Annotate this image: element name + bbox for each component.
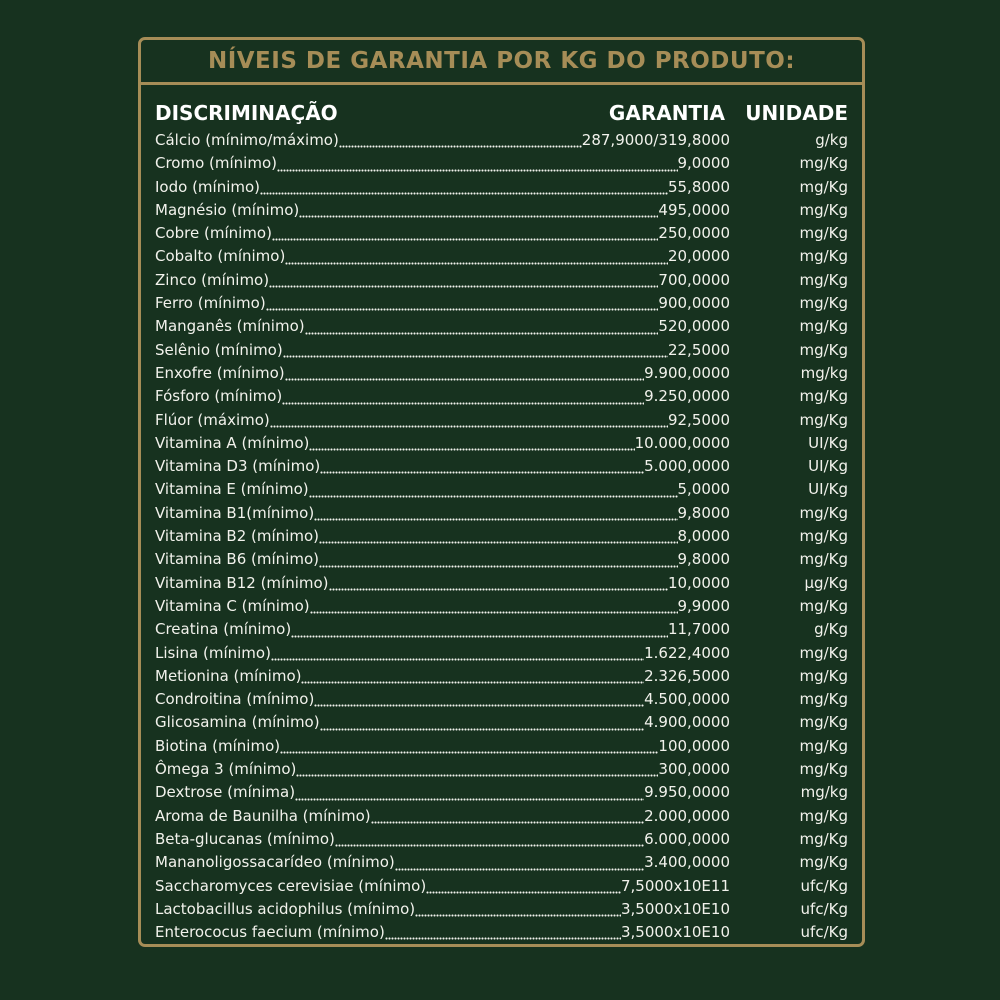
- table-row: [155, 362, 848, 385]
- row-leader-line: [155, 385, 730, 408]
- nutrient-name: Cromo (mínimo): [155, 154, 277, 173]
- guarantee-value: 2.000,0000: [644, 806, 730, 825]
- dot-leader: [320, 457, 644, 474]
- dot-leader: [285, 248, 668, 265]
- nutrient-name: Manganês (mínimo): [155, 317, 305, 336]
- dot-leader: [319, 551, 678, 568]
- row-leader-line: [155, 339, 730, 362]
- column-header-guarantee: GARANTIA: [608, 101, 725, 125]
- row-leader-line: [155, 665, 730, 688]
- guarantee-value: 10.000,0000: [634, 433, 730, 452]
- row-leader-line: [155, 222, 730, 245]
- guarantee-value: 9,9000: [677, 596, 730, 615]
- unit-value: mg/Kg: [799, 387, 848, 406]
- table-row: [155, 618, 848, 641]
- nutrient-name: Beta-glucanas (mínimo): [155, 829, 335, 848]
- guarantee-value: 8,0000: [677, 527, 730, 546]
- table-row: [155, 269, 848, 292]
- unit-value: mg/Kg: [799, 527, 848, 546]
- row-leader-line: [155, 362, 730, 385]
- row-leader-line: [155, 292, 730, 315]
- dot-leader: [272, 224, 658, 241]
- row-leader-line: [155, 828, 730, 851]
- row-leader-line: [155, 805, 730, 828]
- dot-leader: [266, 294, 659, 311]
- guarantee-value: 22,5000: [667, 340, 730, 359]
- row-leader-line: [155, 595, 730, 618]
- guarantee-value: 5,0000: [677, 480, 730, 499]
- guarantee-value: 9,8000: [677, 550, 730, 569]
- unit-value: g/kg: [815, 131, 848, 149]
- table-row: [155, 851, 848, 874]
- row-leader-line: [155, 245, 730, 268]
- unit-value: mg/Kg: [799, 550, 848, 569]
- guarantee-value: 20,0000: [667, 247, 730, 266]
- row-leader-line: [155, 875, 730, 898]
- nutrient-name: Iodo (mínimo): [155, 177, 261, 196]
- unit-value: mg/Kg: [799, 829, 848, 848]
- table-row: [155, 805, 848, 828]
- unit-value: mg/Kg: [799, 224, 848, 243]
- row-leader-line: [155, 199, 730, 222]
- dot-leader: [385, 923, 621, 940]
- guarantee-value: 3.400,0000: [644, 853, 730, 872]
- unit-value: g/Kg: [814, 620, 848, 639]
- table-row: [155, 245, 848, 268]
- guarantee-value: 5.000,0000: [644, 457, 730, 476]
- guarantee-value: 9.950,0000: [644, 783, 730, 802]
- table-row: [155, 572, 848, 595]
- guarantee-value: 287,9000/319,8000: [581, 131, 730, 149]
- guarantee-levels-panel: [138, 37, 865, 947]
- nutrient-name: Enxofre (mínimo): [155, 363, 285, 382]
- nutrient-name: Vitamina A (mínimo): [155, 433, 310, 452]
- nutrient-name: Biotina (mínimo): [155, 736, 281, 755]
- unit-value: mg/Kg: [799, 410, 848, 429]
- guarantee-value: 9.250,0000: [644, 387, 730, 406]
- table-row: [155, 292, 848, 315]
- guarantee-value: 2.326,5000: [644, 666, 730, 685]
- nutrient-name: Creatina (mínimo): [155, 620, 292, 639]
- nutrient-name: Ômega 3 (mínimo): [155, 760, 297, 779]
- nutrient-name: Lactobacillus acidophilus (mínimo): [155, 899, 416, 918]
- unit-value: µg/Kg: [804, 573, 848, 592]
- table-row: [155, 129, 848, 152]
- unit-value: mg/Kg: [799, 713, 848, 732]
- table-row: [155, 898, 848, 921]
- guarantee-value: 92,5000: [667, 410, 730, 429]
- unit-value: UI/Kg: [808, 433, 848, 452]
- nutrient-name: Mananoligossacarídeo (mínimo): [155, 853, 395, 872]
- table-row: [155, 525, 848, 548]
- table-row: [155, 339, 848, 362]
- unit-value: mg/Kg: [799, 177, 848, 196]
- dot-leader: [269, 271, 658, 288]
- row-leader-line: [155, 315, 730, 338]
- dot-leader: [301, 667, 644, 684]
- nutrient-name: Magnésio (mínimo): [155, 200, 300, 219]
- table-row: [155, 735, 848, 758]
- unit-value: mg/Kg: [799, 340, 848, 359]
- guarantee-value: 300,0000: [658, 760, 730, 779]
- table-header: [155, 101, 848, 125]
- row-leader-line: [155, 642, 730, 665]
- guarantee-value: 495,0000: [658, 200, 730, 219]
- dot-leader: [299, 201, 658, 218]
- table-row: [155, 176, 848, 199]
- row-leader-line: [155, 409, 730, 432]
- guarantee-value: 9,0000: [677, 154, 730, 173]
- unit-value: mg/Kg: [799, 294, 848, 313]
- column-header-description: DISCRIMINAÇÃO: [155, 101, 338, 125]
- dot-leader: [283, 341, 668, 358]
- row-leader-line: [155, 711, 730, 734]
- unit-value: mg/Kg: [799, 806, 848, 825]
- guarantee-value: 9,8000: [677, 503, 730, 522]
- nutrient-name: Metionina (mínimo): [155, 666, 302, 685]
- table-row: [155, 781, 848, 804]
- table-row: [155, 222, 848, 245]
- table-row: [155, 711, 848, 734]
- unit-value: mg/Kg: [799, 760, 848, 779]
- dot-leader: [395, 854, 644, 871]
- guarantee-value: 3,5000x10E10: [620, 923, 730, 942]
- dot-leader: [314, 504, 677, 521]
- table-row: [155, 199, 848, 222]
- row-leader-line: [155, 502, 730, 525]
- row-leader-line: [155, 455, 730, 478]
- row-leader-line: [155, 735, 730, 758]
- table-row: [155, 432, 848, 455]
- unit-value: mg/Kg: [799, 503, 848, 522]
- table-row: [155, 642, 848, 665]
- guarantee-value: 11,7000: [667, 620, 730, 639]
- guarantee-value: 6.000,0000: [644, 829, 730, 848]
- nutrient-name: Cobre (mínimo): [155, 224, 272, 243]
- unit-value: UI/Kg: [808, 457, 848, 476]
- table-row: [155, 595, 848, 618]
- nutrient-name: Aroma de Baunilha (mínimo): [155, 806, 371, 825]
- table-row: [155, 315, 848, 338]
- row-leader-line: [155, 851, 730, 874]
- unit-value: mg/Kg: [799, 690, 848, 709]
- panel-title: NÍVEIS DE GARANTIA POR KG DO PRODUTO:: [207, 48, 796, 74]
- nutrient-name: Condroitina (mínimo): [155, 690, 315, 709]
- unit-value: mg/Kg: [799, 643, 848, 662]
- dot-leader: [335, 830, 644, 847]
- dot-leader: [296, 760, 658, 777]
- table-row: [155, 502, 848, 525]
- nutrient-name: Selênio (mínimo): [155, 340, 283, 359]
- dot-leader: [305, 318, 659, 335]
- row-leader-line: [155, 432, 730, 455]
- row-leader-line: [155, 618, 730, 641]
- guarantee-value: 100,0000: [658, 736, 730, 755]
- nutrient-name: Vitamina B2 (mínimo): [155, 527, 319, 546]
- guarantee-value: 9.900,0000: [644, 363, 730, 382]
- guarantee-value: 7,5000x10E11: [620, 876, 730, 895]
- guarantee-value: 55,8000: [667, 177, 730, 196]
- nutrient-name: Lisina (mínimo): [155, 643, 271, 662]
- row-leader-line: [155, 572, 730, 595]
- table-row: [155, 385, 848, 408]
- guarantee-value: 10,0000: [667, 573, 730, 592]
- nutrient-name: Vitamina C (mínimo): [155, 596, 310, 615]
- unit-value: mg/kg: [800, 783, 848, 802]
- unit-value: UI/Kg: [808, 480, 848, 499]
- nutrient-name: Vitamina B1(mínimo): [155, 503, 315, 522]
- row-leader-line: [155, 898, 730, 921]
- nutrient-name: Saccharomyces cerevisiae (mínimo): [155, 876, 427, 895]
- unit-value: mg/Kg: [799, 247, 848, 266]
- row-leader-line: [155, 758, 730, 781]
- nutrient-name: Cobalto (mínimo): [155, 247, 286, 266]
- dot-leader: [309, 481, 678, 498]
- nutrient-name: Vitamina D3 (mínimo): [155, 457, 321, 476]
- guarantee-value: 3,5000x10E10: [620, 899, 730, 918]
- table-row: [155, 758, 848, 781]
- unit-value: mg/Kg: [799, 853, 848, 872]
- unit-value: ufc/Kg: [800, 923, 848, 942]
- unit-value: mg/Kg: [799, 200, 848, 219]
- guarantee-value: 700,0000: [658, 270, 730, 289]
- row-leader-line: [155, 688, 730, 711]
- dot-leader: [415, 900, 621, 917]
- dot-leader: [270, 411, 668, 428]
- guarantee-value: 4.500,0000: [644, 690, 730, 709]
- nutrient-name: Enterococus faecium (mínimo): [155, 923, 385, 942]
- nutrient-name: Cálcio (mínimo/máximo): [155, 131, 339, 149]
- row-leader-line: [155, 548, 730, 571]
- dot-leader: [309, 434, 634, 451]
- nutrient-name: Dextrose (mínima): [155, 783, 296, 802]
- dot-leader: [291, 621, 668, 638]
- row-leader-line: [155, 781, 730, 804]
- table-row: [155, 478, 848, 501]
- guarantee-value: 250,0000: [658, 224, 730, 243]
- table-row: [155, 688, 848, 711]
- dot-leader: [371, 807, 644, 824]
- dot-leader: [271, 644, 644, 661]
- unit-value: ufc/Kg: [800, 876, 848, 895]
- guarantee-value: 900,0000: [658, 294, 730, 313]
- unit-value: mg/Kg: [799, 596, 848, 615]
- table-row: [155, 665, 848, 688]
- nutrient-name: Fósforo (mínimo): [155, 387, 283, 406]
- nutrient-name: Flúor (máximo): [155, 410, 270, 429]
- dot-leader: [277, 155, 678, 172]
- column-header-unit: UNIDADE: [745, 101, 848, 125]
- guarantee-value: 1.622,4000: [644, 643, 730, 662]
- unit-value: ufc/Kg: [800, 899, 848, 918]
- nutrient-table-body: [155, 129, 848, 944]
- row-leader-line: [155, 921, 730, 944]
- dot-leader: [310, 597, 678, 614]
- dot-leader: [282, 388, 644, 405]
- table-row: [155, 921, 848, 944]
- nutrient-name: Zinco (mínimo): [155, 270, 270, 289]
- row-leader-line: [155, 129, 730, 152]
- guarantee-value: 520,0000: [658, 317, 730, 336]
- row-leader-line: [155, 525, 730, 548]
- table-row: [155, 828, 848, 851]
- panel-title-bar: [141, 40, 862, 85]
- dot-leader: [295, 784, 644, 801]
- dot-leader: [320, 714, 645, 731]
- nutrient-name: Ferro (mínimo): [155, 294, 266, 313]
- nutrient-name: Vitamina E (mínimo): [155, 480, 309, 499]
- nutrient-name: Glicosamina (mínimo): [155, 713, 320, 732]
- nutrient-name: Vitamina B6 (mínimo): [155, 550, 319, 569]
- table-row: [155, 152, 848, 175]
- dot-leader: [339, 131, 582, 148]
- row-leader-line: [155, 269, 730, 292]
- dot-leader: [280, 737, 658, 754]
- dot-leader: [260, 178, 668, 195]
- row-leader-line: [155, 152, 730, 175]
- dot-leader: [319, 527, 678, 544]
- dot-leader: [314, 690, 644, 707]
- unit-value: mg/Kg: [799, 666, 848, 685]
- table-row: [155, 548, 848, 571]
- unit-value: mg/Kg: [799, 270, 848, 289]
- unit-value: mg/Kg: [799, 736, 848, 755]
- nutrient-name: Vitamina B12 (mínimo): [155, 573, 329, 592]
- row-leader-line: [155, 478, 730, 501]
- unit-value: mg/kg: [800, 363, 848, 382]
- dot-leader: [426, 877, 621, 894]
- dot-leader: [285, 364, 644, 381]
- unit-value: mg/Kg: [799, 154, 848, 173]
- row-leader-line: [155, 176, 730, 199]
- table-row: [155, 409, 848, 432]
- guarantee-value: 4.900,0000: [644, 713, 730, 732]
- dot-leader: [329, 574, 668, 591]
- unit-value: mg/Kg: [799, 317, 848, 336]
- table-row: [155, 455, 848, 478]
- table-row: [155, 875, 848, 898]
